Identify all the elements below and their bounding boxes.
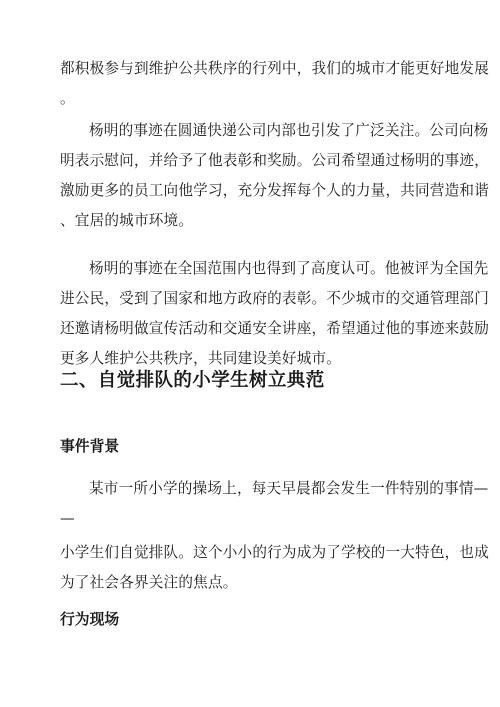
text-line: 还邀请杨明做宣传活动和交通安全讲座，希望通过他的事迹来鼓励 — [60, 320, 490, 337]
text-line: 杨明的事迹在圆通快递公司内部也引发了广泛关注。公司向杨 — [89, 122, 489, 139]
text-line: 明表示慰问，并给予了他表彰和奖励。公司希望通过杨明的事迹， — [60, 152, 490, 169]
paragraph-national-recognition — [60, 254, 490, 374]
paragraph-continued — [60, 54, 490, 114]
text-line: 激励更多的员工向他学习，充分发挥每个人的力量，共同营造和谐 — [60, 182, 490, 199]
text-line: 。 — [60, 90, 75, 107]
paragraph-event-detail — [60, 538, 490, 598]
paragraph-company-recognition — [60, 116, 490, 236]
paragraph-event-intro — [60, 474, 489, 534]
section-heading: 二、自觉排队的小学生树立典范 — [60, 370, 325, 391]
subheading-background: 事件背景 — [60, 438, 120, 455]
text-line: 小学生们自觉排队。这个小小的行为成为了学校的一大特色，也成 — [60, 544, 490, 561]
text-line: — — [60, 510, 75, 527]
text-line: 为了社会各界关注的焦点。 — [60, 574, 238, 591]
text-line: 都积极参与到维护公共秩序的行列中，我们的城市才能更好地发展 — [60, 60, 490, 77]
text-line: 进公民，受到了国家和地方政府的表彰。不少城市的交通管理部门 — [60, 290, 490, 307]
text-line: 、宜居的城市环境。 — [60, 212, 194, 229]
subheading-scene: 行为现场 — [60, 611, 120, 628]
text-line: 更多人维护公共秩序，共同建设美好城市。 — [60, 350, 342, 367]
text-line: 杨明的事迹在全国范围内也得到了高度认可。他被评为全国先 — [89, 260, 489, 277]
text-line: 某市一所小学的操场上，每天早晨都会发生一件特别的事情— — [89, 480, 489, 497]
